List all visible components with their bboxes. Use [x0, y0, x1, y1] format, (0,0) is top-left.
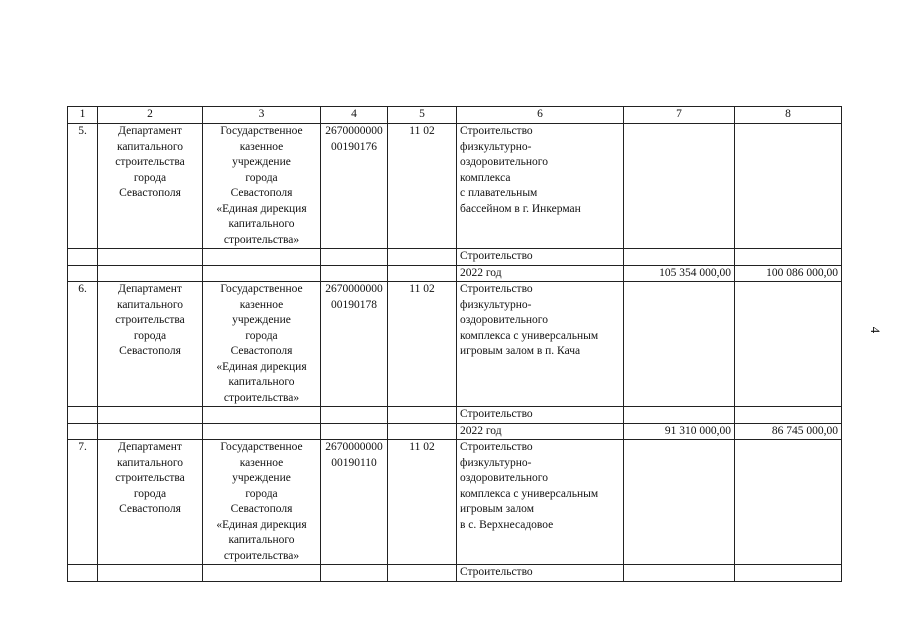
object-cell: Строительство физкультурно- оздоровительного комплекса с плавательным бассейном в г. Инкерман: [457, 124, 624, 249]
row-number: 7.: [68, 440, 98, 565]
empty-cell: [624, 282, 735, 407]
table-row: [68, 249, 842, 266]
amount-col7: 105 354 000,00: [624, 265, 735, 282]
amount-col8: 100 086 000,00: [735, 265, 842, 282]
header-col-1: 1: [68, 107, 98, 124]
department-cell: Департамент капитального строительства города Севастополя: [98, 440, 203, 565]
department-cell: Департамент капитального строительства города Севастополя: [98, 282, 203, 407]
header-col-7: 7: [624, 107, 735, 124]
empty-cell: [735, 282, 842, 407]
header-row: [68, 107, 842, 124]
empty-cell: [624, 124, 735, 249]
table-row: [68, 423, 842, 440]
section-cell: 11 02: [388, 124, 457, 249]
code-cell: 2670000000 00190110: [321, 440, 388, 565]
header-col-3: 3: [203, 107, 321, 124]
code-cell: 2670000000 00190178: [321, 282, 388, 407]
table-row: [68, 440, 842, 565]
type-cell: Строительство: [457, 565, 624, 582]
amount-col7: 91 310 000,00: [624, 423, 735, 440]
code-cell: 2670000000 00190176: [321, 124, 388, 249]
row-number: 6.: [68, 282, 98, 407]
budget-table: [67, 106, 842, 582]
section-cell: 11 02: [388, 282, 457, 407]
table-row: [68, 282, 842, 407]
table-row: [68, 565, 842, 582]
section-cell: 11 02: [388, 440, 457, 565]
institution-cell: Государственное казенное учреждение города Севастополя «Единая дирекция капитального строительства»: [203, 282, 321, 407]
table-row: [68, 124, 842, 249]
amount-col8: 86 745 000,00: [735, 423, 842, 440]
empty-cell: [624, 440, 735, 565]
table-row: [68, 265, 842, 282]
type-cell: Строительство: [457, 407, 624, 424]
year-cell: 2022 год: [457, 423, 624, 440]
row-number: 5.: [68, 124, 98, 249]
institution-cell: Государственное казенное учреждение города Севастополя «Единая дирекция капитального строительства»: [203, 440, 321, 565]
header-col-4: 4: [321, 107, 388, 124]
type-cell: Строительство: [457, 249, 624, 266]
institution-cell: Государственное казенное учреждение города Севастополя «Единая дирекция капитального строительства»: [203, 124, 321, 249]
year-cell: 2022 год: [457, 265, 624, 282]
department-cell: Департамент капитального строительства города Севастополя: [98, 124, 203, 249]
page-number: 4: [868, 326, 883, 334]
table-row: [68, 407, 842, 424]
header-col-5: 5: [388, 107, 457, 124]
header-col-6: 6: [457, 107, 624, 124]
object-cell: Строительство физкультурно- оздоровительного комплекса с универсальным игровым залом в с. Верхнесадовое: [457, 440, 624, 565]
empty-cell: [735, 124, 842, 249]
header-col-8: 8: [735, 107, 842, 124]
object-cell: Строительство физкультурно- оздоровительного комплекса с универсальным игровым залом в п. Кача: [457, 282, 624, 407]
header-col-2: 2: [98, 107, 203, 124]
empty-cell: [735, 440, 842, 565]
